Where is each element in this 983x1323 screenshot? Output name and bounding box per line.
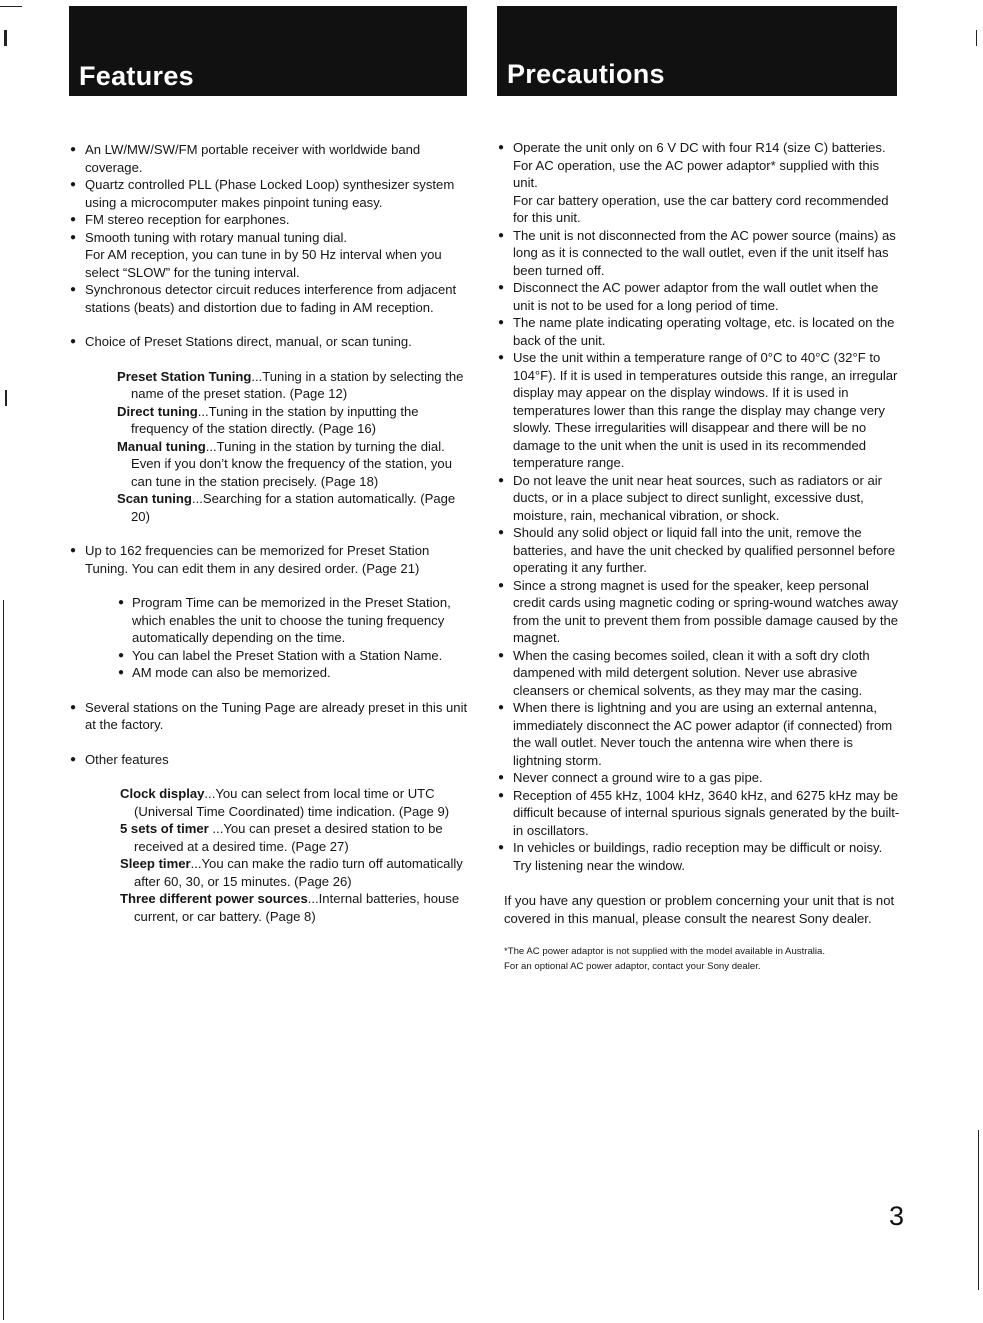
scan-edge-mark: [5, 390, 7, 406]
list-item: ● Reception of 455 kHz, 1004 kHz, 3640 kHz, and 6275 kHz may be difficult because of internal spurious signals generated by the built-in oscillators.: [498, 787, 900, 838]
other-feature-item: 5 sets of timer ...You can preset a desired station to be received at a desired time. (Page 27): [120, 821, 443, 854]
list-item: ● Do not leave the unit near heat sources, such as radiators or air ducts, or in a place subject to direct sunlight, excessive dust, moisture, rain, mechanical vibration, or shock.: [498, 472, 883, 523]
factory-preset-item: ● Several stations on the Tuning Page are already preset in this unit at the factory.: [70, 699, 468, 732]
preset-mode-item: Preset Station Tuning...Tuning in a station by selecting the name of the preset station. (Page 12): [117, 368, 464, 401]
list-item: ● An LW/MW/SW/FM portable receiver with worldwide band coverage.: [70, 142, 421, 175]
list-item: ● You can label the Preset Station with a Station Name.: [118, 647, 443, 663]
preset-choice-item: ● Choice of Preset Stations direct, manual, or scan tuning.: [70, 334, 412, 349]
preset-mode-item: Manual tuning...Tuning in the station by turning the dial. Even if you don’t know the frequency of the station, you can tune in the station precisely. (Page 18): [117, 438, 452, 489]
list-item: ● Smooth tuning with rotary manual tuning dial. For AM reception, you can tune in by 50 Hz interval when you select “SLOW” for the tuning interval.: [70, 229, 442, 280]
list-item: ● In vehicles or buildings, radio reception may be difficult or noisy. Try listening near the window.: [498, 840, 883, 873]
other-features: [85, 785, 470, 925]
features-list: [70, 141, 470, 316]
footnote-line: *The AC power adaptor is not supplied with the model available in Australia.: [504, 946, 826, 957]
list-item: ● Operate the unit only on 6 V DC with four R14 (size C) batteries. For AC operation, use the AC power adaptor* supplied with this unit. For car battery operation, use the car battery cord recommended for this unit.: [498, 140, 889, 225]
list-item: ● The name plate indicating operating voltage, etc. is located on the back of the unit.: [498, 315, 895, 348]
footnote: [504, 944, 901, 974]
scan-edge-mark: [976, 30, 977, 46]
list-item: ● Since a strong magnet is used for the speaker, keep personal credit cards using magnetic coding or spring-wound watches away from the unit to prevent them from possible damage caused by the magnet.: [498, 577, 899, 645]
precautions-title: Precautions: [507, 59, 665, 89]
other-feature-item: Clock display...You can select from local time or UTC (Universal Time Coordinated) time indication. (Page 9): [120, 786, 450, 819]
precautions-list: [498, 139, 901, 874]
preset-modes: [85, 368, 470, 526]
features-title: Features: [79, 61, 194, 91]
list-item: ● When the casing becomes soiled, clean it with a soft dry cloth dampened with mild detergent solution. Never use abrasive cleansers or chemical solvents, as they may mar the casing.: [498, 647, 870, 698]
scan-edge-mark: [978, 1130, 979, 1290]
list-item: ● Use the unit within a temperature range of 0°C to 40°C (32°F to 104°F). If it is used in temperatures outside this range, an irregular display may appear on the display windows. If it is used in temperatures lower than this range the display may change very slowly. These irregularities will disappear and there will be no damage to the unit when the unit is used in its recommended temperature range.: [498, 350, 898, 470]
other-features-item: ● Other features: [70, 751, 169, 767]
memory-item: ● Up to 162 frequencies can be memorized for Preset Station Tuning. You can edit them in any desired order. (Page 21): [70, 543, 430, 576]
other-feature-item: Sleep timer...You can make the radio turn off automatically after 60, 30, or 15 minutes. (Page 26): [120, 856, 463, 889]
closing-note: If you have any question or problem concerning your unit that is not covered in this manual, please consult the nearest Sony dealer.: [504, 893, 895, 926]
memory-sublist: [85, 594, 470, 682]
footnote-line: For an optional AC power adaptor, contact your Sony dealer.: [504, 961, 761, 972]
scan-edge-mark: [4, 30, 7, 46]
precautions-column: [498, 139, 901, 974]
list-item: ● Disconnect the AC power adaptor from the wall outlet when the unit is not to be used for a long period of time.: [498, 280, 879, 313]
page-number: 3: [889, 1201, 905, 1231]
list-item: ● Never connect a ground wire to a gas pipe.: [498, 770, 763, 785]
precautions-header: [497, 6, 897, 96]
features-header: [69, 6, 467, 96]
list-item: ● Should any solid object or liquid fall into the unit, remove the batteries, and have the unit checked by qualified personnel before operating it any further.: [498, 525, 896, 575]
list-item: ● When there is lightning and you are using an external antenna, immediately disconnect the AC power adaptor (if connected) from the wall outlet. Never touch the antenna wire when there is lightning storm.: [498, 700, 893, 768]
scan-edge-mark: [3, 600, 4, 1320]
list-item: ● The unit is not disconnected from the AC power source (mains) as long as it is connected to the wall outlet, even if the unit itself has been turned off.: [498, 227, 896, 278]
list-item: ● Quartz controlled PLL (Phase Locked Loop) synthesizer system using a microcomputer makes pinpoint tuning easy.: [70, 177, 455, 210]
list-item: ● AM mode can also be memorized.: [118, 665, 331, 680]
list-item: ● Synchronous detector circuit reduces interference from adjacent stations (beats) and distortion due to fading in AM reception.: [70, 282, 457, 315]
preset-mode-item: Direct tuning...Tuning in the station by inputting the frequency of the station directly. (Page 16): [117, 403, 419, 436]
list-item: ● FM stereo reception for earphones.: [70, 212, 290, 227]
preset-mode-item: Scan tuning...Searching for a station automatically. (Page 20): [117, 491, 456, 524]
features-column: [70, 141, 470, 925]
other-feature-item: Three different power sources...Internal batteries, house current, or car battery. (Page 8): [120, 891, 460, 924]
list-item: ● Program Time can be memorized in the Preset Station, which enables the unit to choose the tuning frequency automatically depending on the time.: [118, 595, 451, 645]
scan-edge-mark: [0, 6, 22, 7]
